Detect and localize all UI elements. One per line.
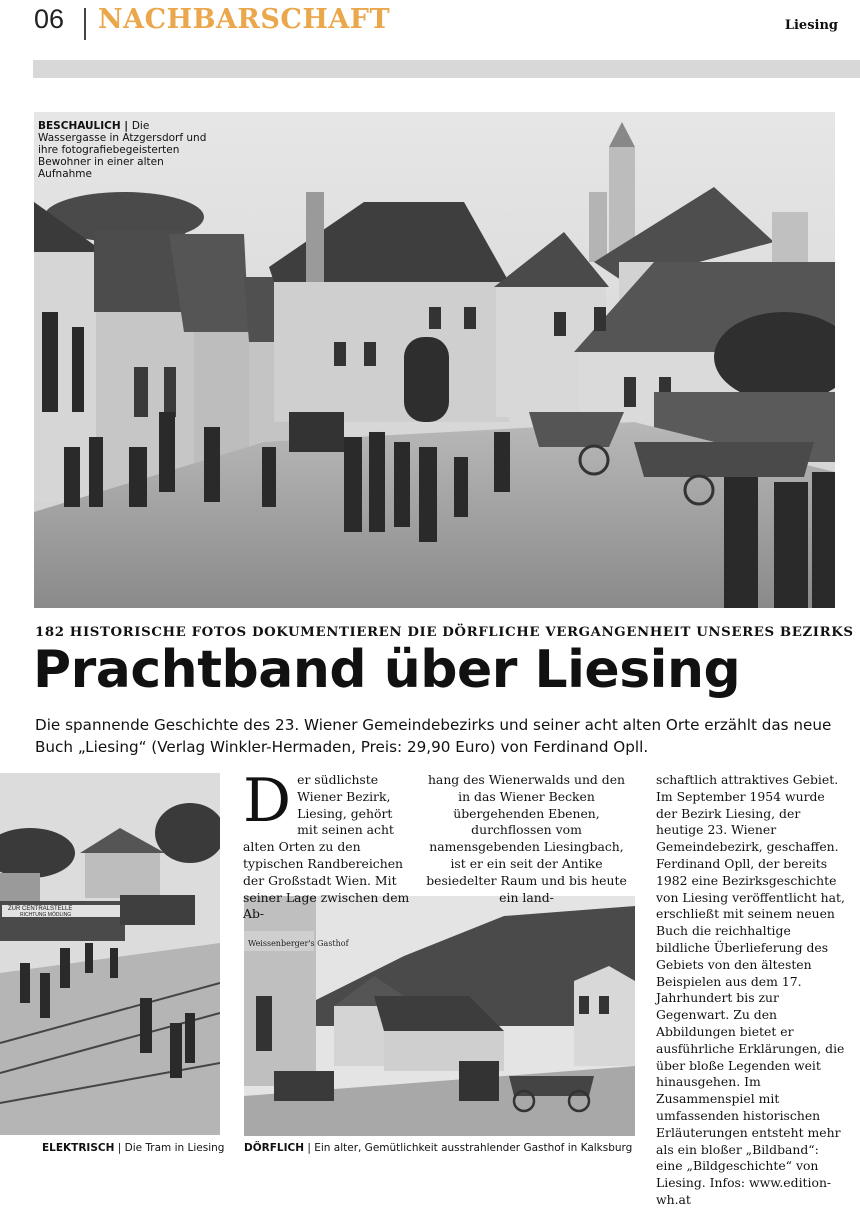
- inn-caption-separator: |: [304, 1142, 315, 1154]
- tram-sign-line2: RICHTUNG MÖDLING: [20, 912, 72, 918]
- inn-photo: [244, 896, 635, 1136]
- tram-sign-line1: ZUR CENTRALSTELLE: [8, 906, 73, 912]
- header-bar: [33, 60, 860, 78]
- main-caption-label: BESCHAULICH: [38, 120, 121, 132]
- kicker: 182 HISTORISCHE FOTOS DOKUMENTIEREN DIE DÖRFLICHE VERGANGENHEIT UNSERES BEZIRKS: [35, 625, 854, 640]
- main-caption-separator: |: [120, 120, 132, 132]
- section-title: NACHBARSCHAFT: [98, 4, 391, 35]
- tram-caption-separator: |: [114, 1142, 125, 1154]
- tram-photo: [0, 773, 220, 1135]
- headline: Prachtband über Liesing: [33, 640, 741, 700]
- district-label: Liesing: [784, 18, 838, 33]
- tram-caption-label: ELEKTRISCH: [42, 1142, 115, 1154]
- tram-photo-caption: [42, 1142, 224, 1154]
- main-photo: [34, 112, 835, 608]
- inn-photo-caption: [244, 1142, 632, 1154]
- standfirst: Die spannende Geschichte des 23. Wiener Gemeindebezirks und seiner acht alten Orte erzählt das neue Buch „Liesing“ (Verlag Winkler-Hermaden, Preis: 29,90 Euro) von Ferdinand Opll.: [35, 716, 832, 756]
- inn-caption-label: DÖRFLICH: [244, 1142, 304, 1154]
- column-1-text: er südlichste Wiener Bezirk, Liesing, gehört mit seinen acht alten Orten zu den typischen Randbereichen der Großstadt Wien. Mit seiner Lage zwischen dem Ab-: [243, 772, 410, 922]
- tram-caption-text: Die Tram in Liesing: [124, 1142, 225, 1154]
- inn-sign: Weissenberger's Gasthof: [248, 939, 349, 948]
- main-caption-text: Die Wassergasse in Atzgersdorf und ihre fotografiebegeisterten Bewohner in einer alten Aufnahme: [38, 120, 207, 180]
- page-number: 06: [34, 4, 65, 34]
- article-column-3: schaftlich attraktives Gebiet. Im September 1954 wurde der Bezirk Liesing, der heutige 23. Wiener Gemeindebezirk, geschaffen. Ferdinand Opll, der bereits 1982 eine Bezirksgeschichte von Liesing veröffentlicht hat, erschließt mit seinem neuen Buch die reichhaltige bildliche Überlieferung des Gebiets von den ältesten Beispielen aus dem 17. Jahrhundert bis zur Gegenwart. Zu den Abbildungen bietet er ausführliche Erklärungen, die über bloße Legenden weit hinausgehen. Im Zusammenspiel mit umfassenden historischen Erläuterungen entsteht mehr als ein bloßer „Bildband“: eine „Bildgeschichte“ von Liesing. Infos: www.edition-wh.at: [656, 772, 845, 1207]
- article-column-2: hang des Wienerwalds und den in das Wiener Becken übergehenden Ebenen, durchflossen vom namensgebenden Liesingbach, ist er ein seit der Antike besiedelter Raum und bis heute ein land-: [426, 772, 627, 905]
- article-column-1: [243, 766, 413, 923]
- main-photo-caption: [38, 120, 218, 180]
- drop-cap: D: [243, 766, 292, 836]
- header-divider: [84, 8, 86, 40]
- inn-caption-text: Ein alter, Gemütlichkeit ausstrahlender Gasthof in Kalksburg: [314, 1142, 633, 1154]
